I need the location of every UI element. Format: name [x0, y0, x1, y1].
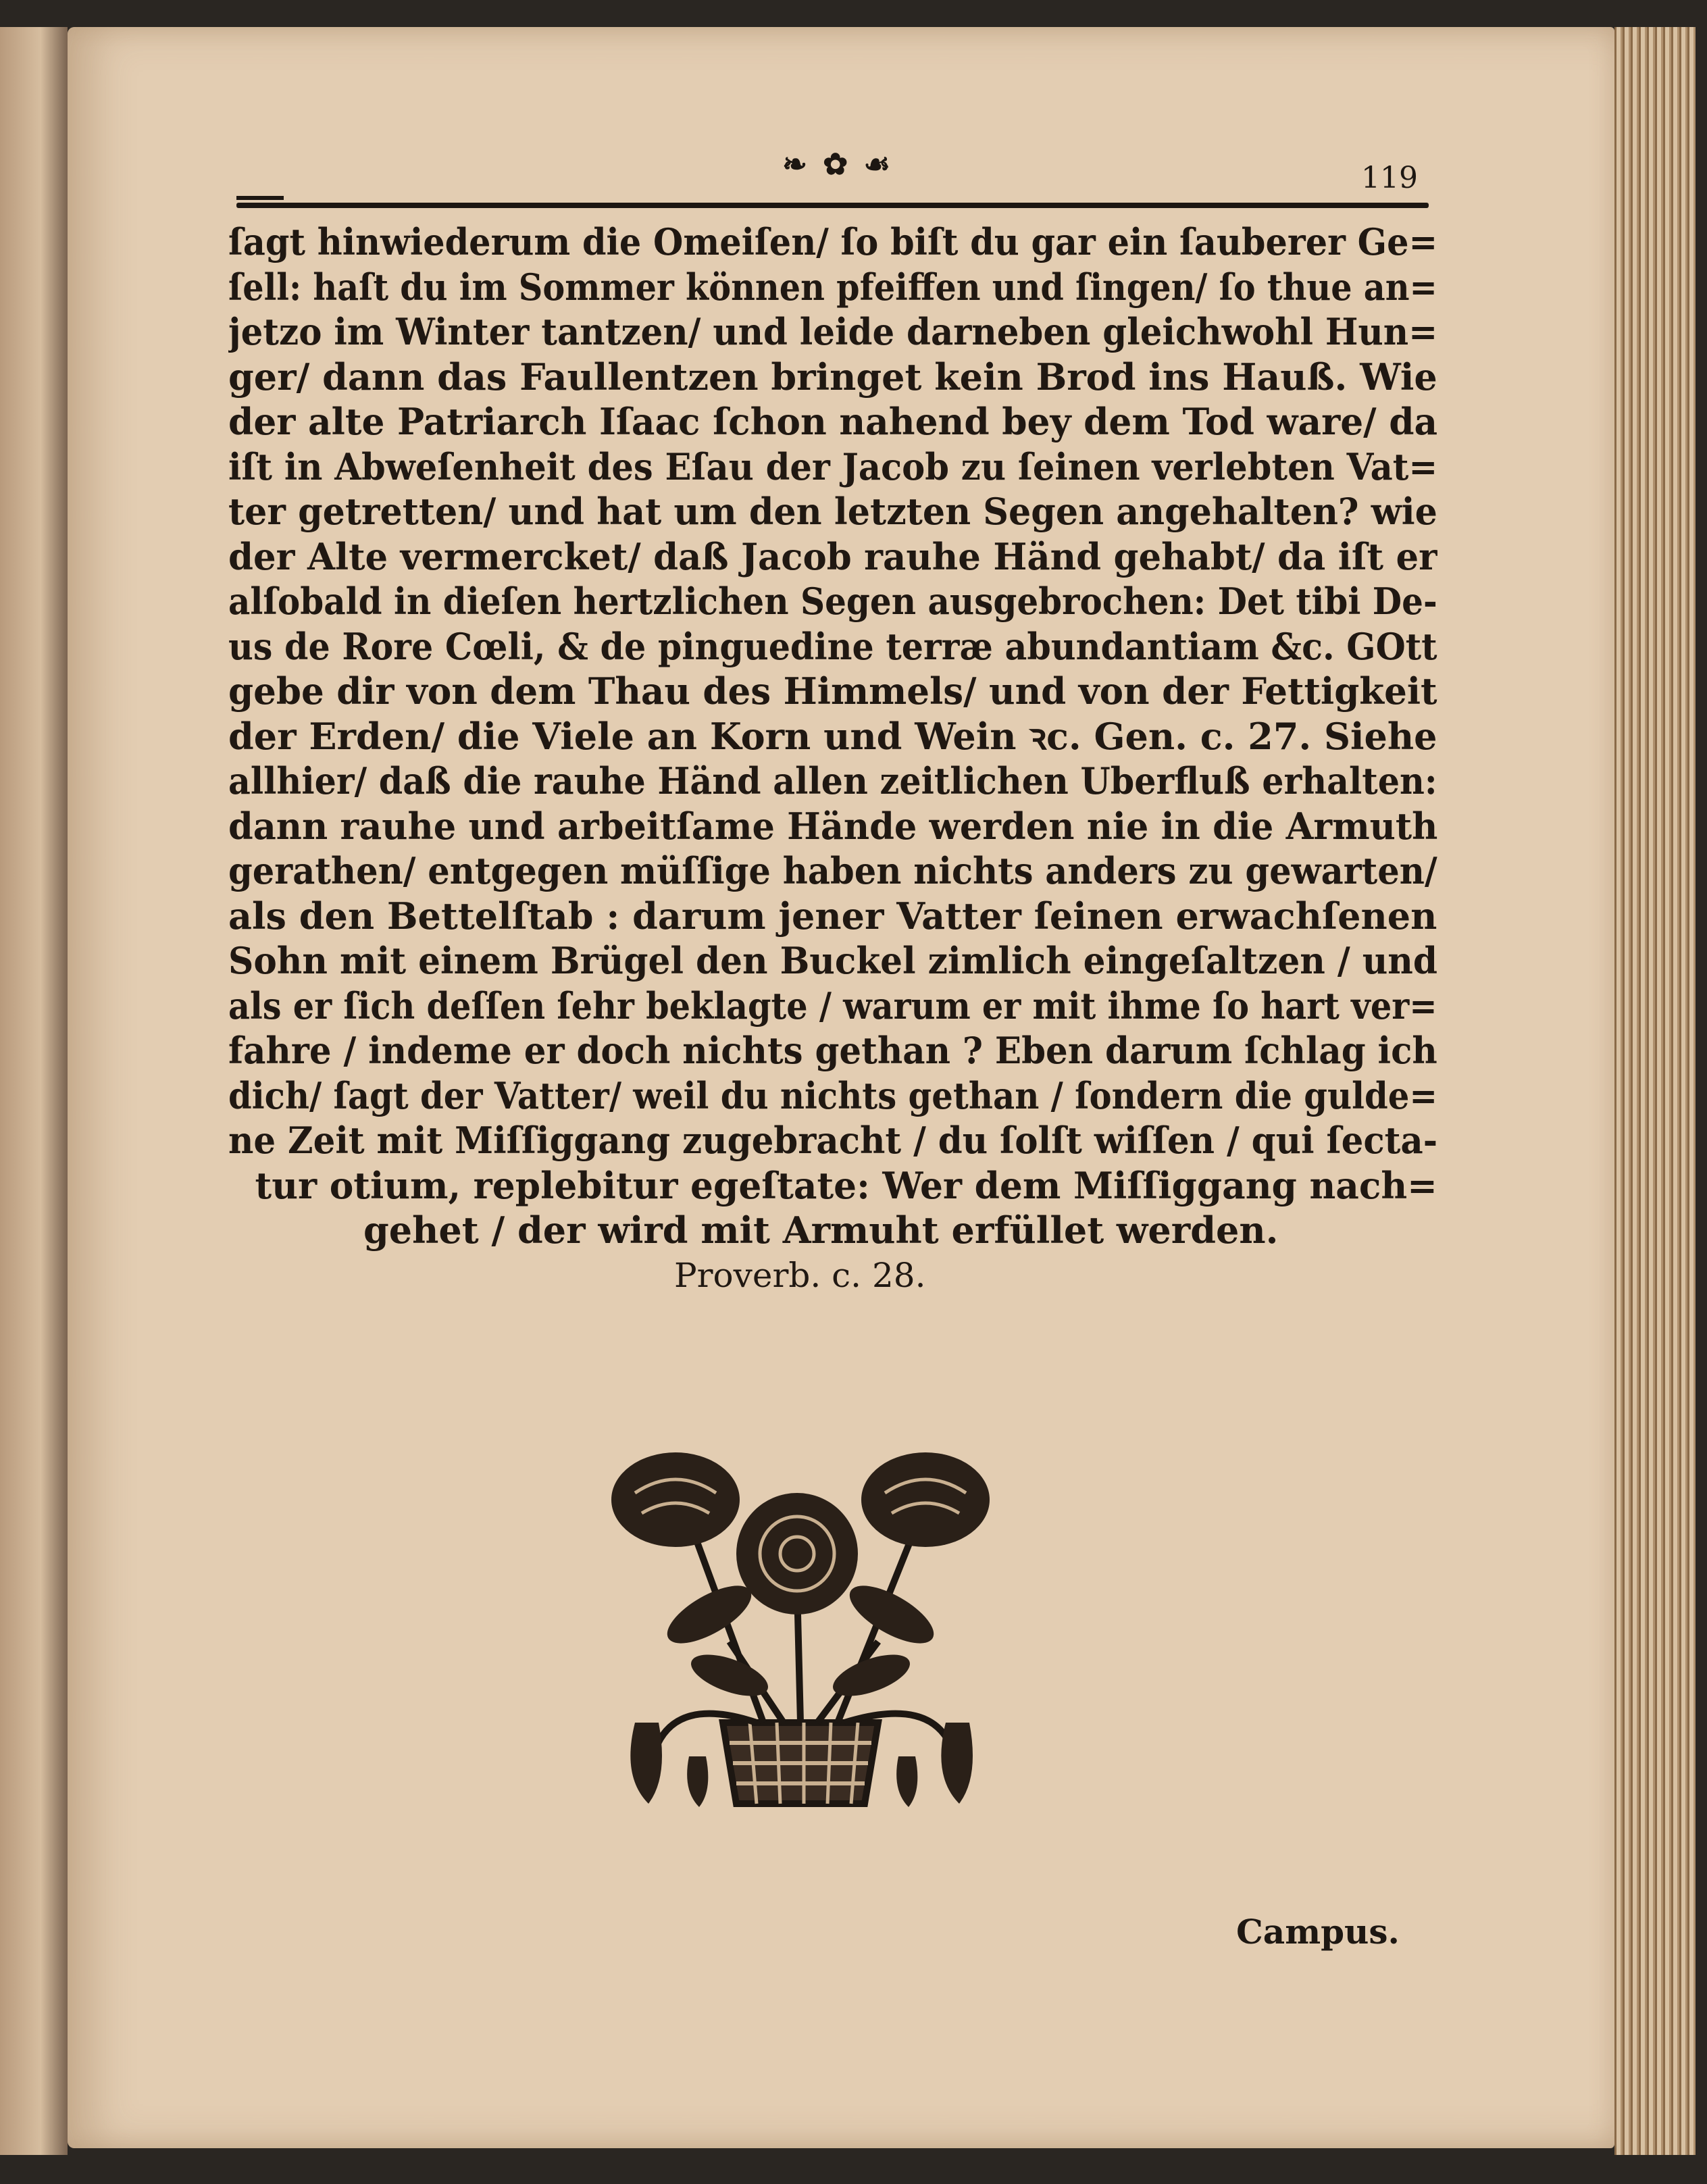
text-line: der Erden/ die Viele an Korn und Wein ꝛc. Gen. c. 27. Siehe [228, 714, 1437, 758]
text-line: gehet / der wird mit Armuht erfüllet werden. [363, 1209, 1279, 1252]
text-line: als er ſich deſſen ſehr beklagte / warum er mit ihme ſo hart ver= [228, 984, 1437, 1027]
facing-page-edge [0, 27, 68, 2155]
text-line: ſell: haſt du im Sommer können pfeiffen und ſingen/ ſo thue an= [228, 265, 1437, 309]
text-line: tur otium, replebitur egeſtate: Wer dem Miſſiggang nach= [255, 1163, 1437, 1207]
text-line: dich/ ſagt der Vatter/ weil du nichts gethan / ſondern die gulde= [228, 1073, 1437, 1117]
text-line: als den Bettelſtab : darum jener Vatter ſeinen erwachſenen [228, 894, 1437, 938]
text-line: der Alte vermercket/ daß Jacob rauhe Händ gehabt/ da iſt er [228, 534, 1437, 578]
text-line: ne Zeit mit Miſſiggang zugebracht / du ſolſt wiſſen / qui ſecta- [228, 1119, 1437, 1162]
text-line: us de Rore Cœli, & de pinguedine terræ abundantiam &c. GOtt [228, 624, 1437, 668]
text-line: alſobald in dieſen hertzlichen Segen ausgebrochen: Det tibi De- [228, 580, 1437, 623]
text-line: ter getretten/ und hat um den letzten Segen angehalten? wie [228, 490, 1437, 533]
text-line: Proverb. c. 28. [674, 1255, 926, 1295]
header-rule-stub [236, 196, 284, 200]
page-number: 119 [1361, 161, 1418, 195]
page-edges [1614, 27, 1696, 2155]
flower-basket-woodcut-icon [594, 1439, 1007, 1817]
text-line: ſagt hinwiederum die Omeiſen/ ſo biſt du gar ein ſauberer Ge= [228, 220, 1437, 263]
text-line: jetzo im Winter tantzen/ und leide darneben gleichwohl Hun= [228, 310, 1437, 353]
text-line: Sohn mit einem Brügel den Buckel zimlich eingeſaltzen / und [228, 939, 1437, 982]
text-line: dann rauhe und arbeitſame Hände werden nie in die Armuth [228, 804, 1438, 848]
body-text [228, 220, 1437, 1298]
text-line: der alte Patriarch Iſaac ſchon nahend bey dem Tod ware/ da [228, 400, 1437, 443]
text-line: gebe dir von dem Thau des Himmels/ und von der Fettigkeit [228, 669, 1437, 713]
header-ornament: ❧ ✿ ☙ [782, 147, 893, 182]
text-line: gerathen/ entgegen müſſige haben nichts anders zu gewarten/ [228, 849, 1437, 892]
text-line: iſt in Abweſenheit des Eſau der Jacob zu ſeinen verlebten Vat= [228, 445, 1438, 488]
header-rule [236, 203, 1429, 208]
text-line: fahre / indeme er doch nichts gethan ? Eben darum ſchlag ich [228, 1029, 1437, 1072]
text-line: allhier/ daß die rauhe Händ allen zeitlichen Uberfluß erhalten: [228, 759, 1437, 803]
text-line: ger/ dann das Faullentzen bringet kein Brod ins Hauß. Wie [228, 355, 1437, 399]
catchword: Campus. [1236, 1912, 1400, 1952]
